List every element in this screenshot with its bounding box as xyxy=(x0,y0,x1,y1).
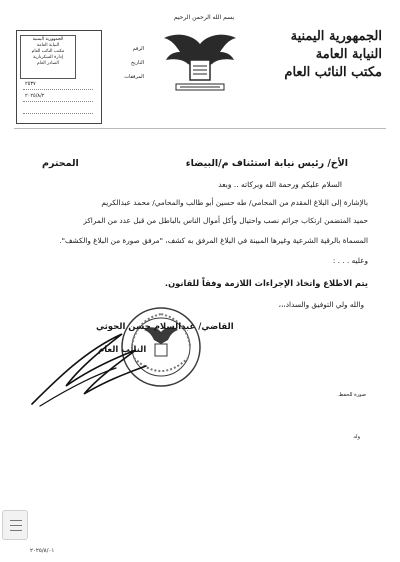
registration-stamp-box xyxy=(16,30,102,124)
attachments-label: المرفقات xyxy=(124,74,144,80)
stamp-line: مكتب النائب العام xyxy=(31,49,65,54)
stamp-line: إدارة السكرتارية xyxy=(33,55,63,60)
divider xyxy=(23,113,93,114)
divider xyxy=(23,101,93,102)
divider xyxy=(23,89,93,90)
footer-date: ٢٠٢٥/٨/٠١ xyxy=(30,548,55,554)
letterhead-authority: النيابة العامة xyxy=(315,47,382,62)
eagle-emblem-icon xyxy=(162,30,238,96)
body-line: المسماة بالرقية الشرعية وغيرها المبينة في البلاغ المرفق به كشف، "مرفق صورة من البلاغ والكشف". xyxy=(59,236,368,245)
body-line: حميد المتضمن ارتكاب جرائم نصب واحتيال وأكل أموال الناس بالباطل من قبل عدد من المراكز xyxy=(83,216,368,225)
signer-name: القاضي/ عبدالسلام حسن الحوثي xyxy=(96,322,234,332)
stamp-line: الصادر العام xyxy=(37,61,59,66)
menu-icon xyxy=(10,520,22,521)
copy-note: صورة للحفظ. xyxy=(337,392,366,398)
menu-icon xyxy=(10,525,22,526)
handwritten-signature xyxy=(26,320,176,410)
letterhead xyxy=(262,28,382,82)
menu-icon xyxy=(10,530,22,531)
registration-date-value: ٢٠٢٥/٨/٢ xyxy=(25,93,45,99)
secretariat-stamp xyxy=(20,35,76,79)
footer-note: وله xyxy=(353,434,360,440)
bismillah: بسم الله الرحمن الرحيم xyxy=(173,14,235,21)
stamp-line: النيابة العامة xyxy=(36,43,60,48)
letterhead-office: مكتب النائب العام xyxy=(284,65,382,80)
letterhead-country: الجمهورية اليمنية xyxy=(290,29,382,44)
body-line: بالإشارة إلى البلاغ المقدم من المحامي/ طه حسين أبو طالب والمحامي/ محمد عبدالكريم xyxy=(101,198,368,207)
addressee: الأخ/ رئيس نيابة استئناف م/البيضاء xyxy=(185,158,348,169)
stamp-line: الجمهورية اليمنية xyxy=(32,37,64,42)
instruction-line: يتم الاطلاع واتخاذ الإجراءات اللازمة وفقاً للقانون. xyxy=(164,278,368,288)
date-label: التاريخ xyxy=(131,60,144,66)
registration-number-value: ٢٥٣٧ xyxy=(25,81,36,87)
header-divider xyxy=(14,128,386,129)
closing-line: والله ولي التوفيق والسداد،،، xyxy=(278,300,364,309)
side-panel-toggle[interactable] xyxy=(2,510,28,540)
greeting: السلام عليكم ورحمة الله وبركاته .. وبعد xyxy=(218,180,342,189)
honorific: المحترم xyxy=(42,158,79,169)
signer-title: النائب العام xyxy=(98,345,147,355)
number-label: الرقم xyxy=(132,46,144,52)
body-line: وعليه . . . : xyxy=(332,256,368,265)
